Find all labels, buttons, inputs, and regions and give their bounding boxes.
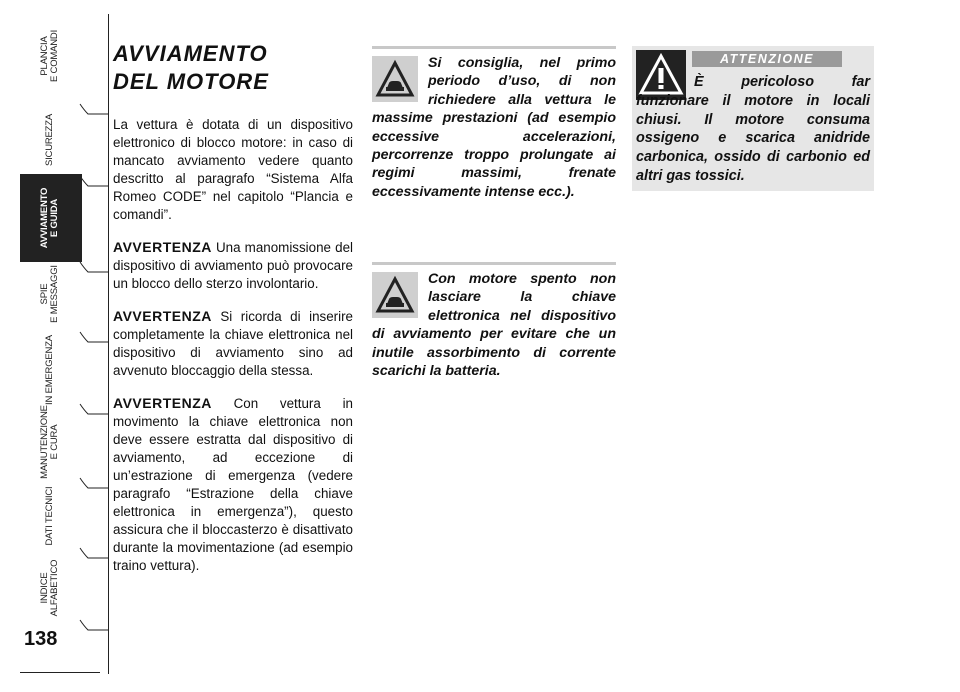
warning-label: AVVERTENZA [113,395,212,411]
chapter-tabs [20,14,100,674]
page-number: 138 [24,628,58,650]
section-title-line2: DEL MOTORE [113,69,269,94]
warning-paragraph-2 [113,307,353,380]
intro-paragraph: La vettura è dotata di un dispositivo elettronico di blocco motore: in caso di mancato avviamento vedere quanto descritto al paragrafo “Sistema Alfa Romeo CODE” nel capitolo “Plancia e comandi”. [113,117,353,222]
warning-paragraph-3 [113,394,353,575]
note-first-use [372,54,616,201]
tab-plancia-e-comandi[interactable]: PLANCIA E COMANDI [39,29,60,83]
attention-text [636,73,870,186]
warning-label: AVVERTENZA [113,308,212,324]
car-note-icon [372,56,418,102]
note-rule [372,46,616,49]
tab-in-emergenza[interactable]: IN EMERGENZA [44,335,55,405]
warning-text: Una manomissione del dispositivo di avviamento può provocare un blocco dello sterzo involontario. [113,240,353,291]
tab-spie-e-messaggi[interactable]: SPIE E MESSAGGI [39,265,60,323]
tab-avviamento-e-guida[interactable]: AVVIAMENTO E GUIDA [39,187,60,249]
warning-text: Si ricorda di inserire completamente la chiave elettronica nel dispositivo di avviamento sino ad avvenuto bloccaggio della stessa. [113,309,353,378]
note-battery [372,270,616,380]
tab-dati-tecnici[interactable]: DATI TECNICI [44,486,55,546]
bottom-rule [20,672,100,673]
tab-indice-alfabetico[interactable]: INDICE ALFABETICO [39,559,60,617]
warning-label: AVVERTENZA [113,239,212,255]
note-rule [372,262,616,265]
attention-header: ATTENZIONE [692,51,842,67]
car-note-icon [372,272,418,318]
note-text: Con motore spento non lasciare la chiave elettronica nel dispositivo di avviamento per evitare che un inutile assorbimento di corrente scarichi la batteria. [372,271,616,380]
note-text: Si consiglia, nel primo periodo d’uso, di non richiedere alla vettura le massime prestazioni (ad esempio eccessive accelerazioni, percorrenze troppo prolungate ai regimi massimi, frenate eccessivamente intense ecc.). [372,55,616,200]
section-title-line1: AVVIAMENTO [113,41,268,66]
warning-paragraph-1 [113,238,353,293]
main-column [113,40,353,589]
tab-separators [20,14,110,674]
warning-text: Con vettura in movimento la chiave elettronica non deve essere estratta dal dispositivo di avviamento, ad eccezione di un’estrazione di emergenza (vedere paragrafo “Estrazione della chiave elettronica in emergenza”), questo assicura che il bloccasterzo è disattivato durante la movimentazione (ad esempio traino vettura). [113,396,353,573]
tab-sicurezza[interactable]: SICUREZZA [44,113,55,167]
attention-body: È pericoloso far funzionare il motore in locali chiusi. Il motore consuma ossigeno e scarica anidride carbonica, ossido di carbonio ed altri gas tossici. [636,74,870,184]
tab-manutenzione-e-cura[interactable]: MANUTENZIONE E CURA [39,405,60,479]
section-title [113,40,353,96]
